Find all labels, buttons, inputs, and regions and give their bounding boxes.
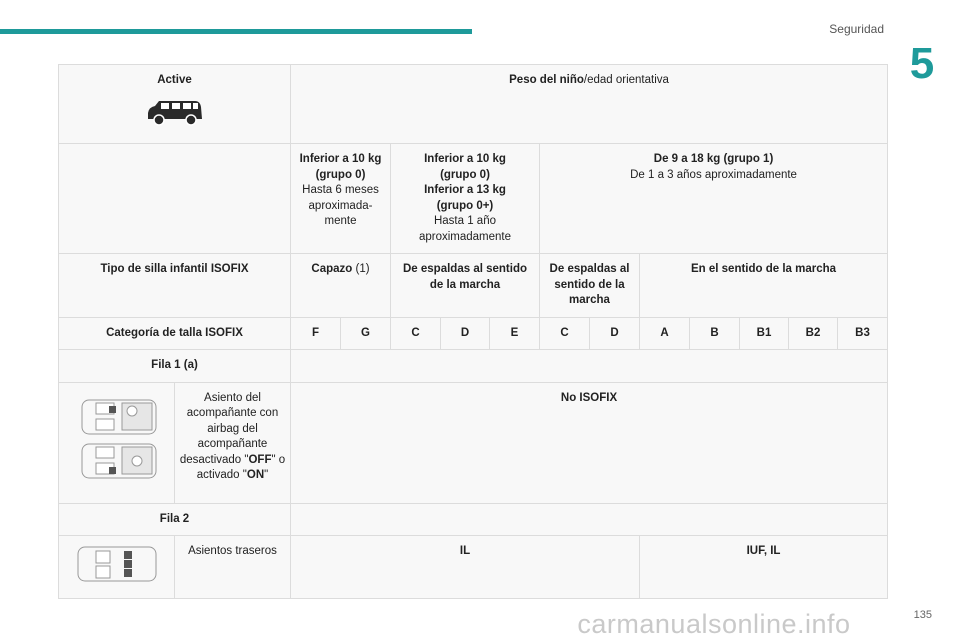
weight-col-3-bold: De 9 a 18 kg (grupo 1) [653,153,774,165]
size-cell: E [490,317,540,350]
categoria-label: Categoría de talla ISOFIX [59,317,291,350]
size-cell: G [341,317,391,350]
tipo-label: Tipo de silla infantil ISOFIX [59,254,291,318]
watermark: carmanualsonline.info [577,609,851,639]
weight-header-cell [291,65,888,144]
capazo-cell [291,254,391,318]
size-cell: D [441,317,490,350]
airbag-on-label: ON [246,469,265,482]
car-icon [145,97,205,129]
espaldas-2: De espaldas al sentido de la marcha [540,254,640,318]
empty-cell [291,503,888,536]
airbag-off-label: OFF [248,453,272,466]
sentido-marcha: En el sentido de la marcha [640,254,888,318]
weight-col-2-text: Hasta 1 año aproximadamente [418,215,512,243]
isofix-table [58,64,888,599]
size-cell: B1 [740,317,789,350]
rear-iuf-cell: IUF, IL [640,536,888,599]
fila-1-label: Fila 1 (a) [59,350,291,383]
active-cell [59,65,291,144]
header-accent-bar [0,29,472,34]
weight-col-3 [540,144,888,254]
weight-col-2 [391,144,540,254]
capazo-label: Capazo [311,263,353,276]
size-cell: C [391,317,441,350]
empty-cell [59,144,291,254]
rear-seat-description: Asientos traseros [175,536,291,599]
size-cell: F [291,317,341,350]
rear-seat-diagram-cell [59,536,175,599]
size-cell: C [540,317,590,350]
no-isofix-cell: No ISOFIX [291,382,888,503]
empty-cell [291,350,888,383]
front-seat-description: Asiento del acompañante con airbag del acompañante desactivado "OFF" o activado "ON" [175,382,291,503]
rear-il-cell: IL [291,536,640,599]
weight-header-bold: Peso del niño [509,74,584,86]
weight-col-1-text: Hasta 6 meses aproximada-mente [302,184,379,228]
front-passenger-seat-diagram [72,396,162,484]
rear-seats-diagram [72,544,162,584]
size-cell: A [640,317,690,350]
section-title: Seguridad [829,22,884,36]
front-seat-diagram-cell [59,382,175,503]
capazo-note: (1) [352,263,370,276]
fila-2-label: Fila 2 [59,503,291,536]
size-cell: B3 [838,317,888,350]
chapter-number: 5 [909,39,935,88]
page-number: 135 [913,609,932,621]
weight-header-rest: /edad orientativa [583,74,669,86]
weight-col-2-bold: Inferior a 10 kg (grupo 0) Inferior a 13 kg (grupo 0+) [424,153,506,212]
size-cell: B2 [789,317,838,350]
espaldas-1: De espaldas al sentido de la marcha [391,254,540,318]
weight-col-3-text: De 1 a 3 años aproximadamente [630,168,797,181]
active-label: Active [157,74,192,86]
weight-col-1-bold: Inferior a 10 kg (grupo 0) [299,153,382,181]
size-cell: D [590,317,640,350]
size-cell: B [690,317,740,350]
weight-col-1 [291,144,391,254]
